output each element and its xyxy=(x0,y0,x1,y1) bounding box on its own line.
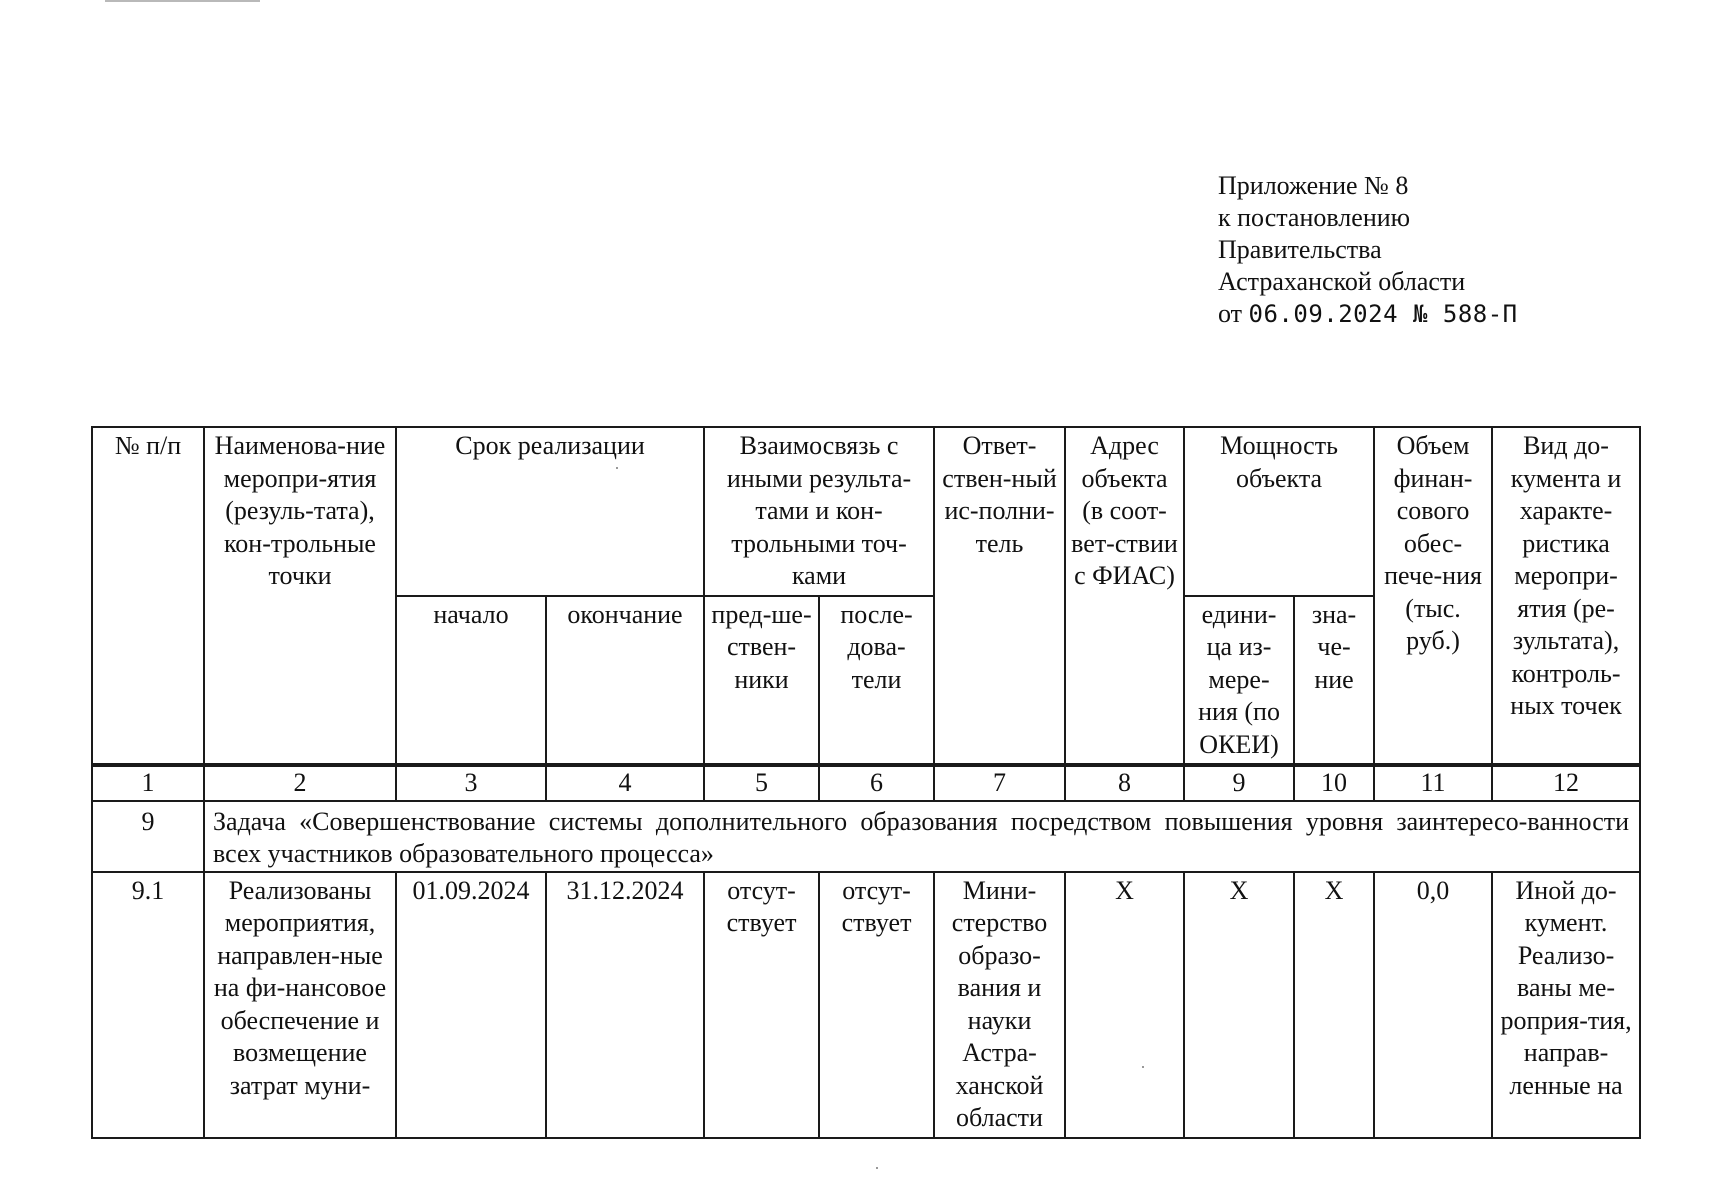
column-number: 8 xyxy=(1065,765,1184,801)
column-number: 2 xyxy=(204,765,396,801)
column-number: 10 xyxy=(1294,765,1374,801)
row-address: X xyxy=(1065,872,1184,1138)
row-capacity-unit: X xyxy=(1184,872,1294,1138)
appendix-date-stamp: 06.09.2024 № 588-П xyxy=(1248,300,1518,328)
header-responsible: Ответ-ствен-ный ис-полни-тель xyxy=(934,427,1065,765)
column-number: 9 xyxy=(1184,765,1294,801)
header-name: Наименова-ние меропри-ятия (резуль-тата), кон-трольные точки xyxy=(204,427,396,765)
row-end-date: 31.12.2024 xyxy=(546,872,704,1138)
column-number-row xyxy=(92,765,1640,801)
header-capacity-value: зна-че-ние xyxy=(1294,596,1374,766)
task-text: Задача «Совершенствование системы дополнительного образования посредством повышения уровня заинтересо-ванности всех участников образовательного процесса» xyxy=(204,801,1640,872)
column-number: 3 xyxy=(396,765,546,801)
row-start-date: 01.09.2024 xyxy=(396,872,546,1138)
header-doc-type: Вид до-кумента и характе-ристика меропри-ятия (ре-зультата), контроль-ных точек xyxy=(1492,427,1640,765)
appendix-line-2: к постановлению xyxy=(1218,203,1411,232)
row-predecessors: отсут-ствует xyxy=(704,872,819,1138)
row-doc-type: Иной до-кумент. Реализо-ваны ме-роприя-тия, направ-ленные на xyxy=(1492,872,1640,1138)
column-number: 6 xyxy=(819,765,934,801)
scan-speck xyxy=(876,1167,878,1169)
scan-speck xyxy=(1142,1066,1144,1068)
appendix-line-1: Приложение № 8 xyxy=(1218,171,1409,200)
row-capacity-value: X xyxy=(1294,872,1374,1138)
header-period-end: окончание xyxy=(546,596,704,766)
scan-artifact-line xyxy=(105,0,260,2)
row-successors: отсут-ствует xyxy=(819,872,934,1138)
column-number: 11 xyxy=(1374,765,1492,801)
appendix-block xyxy=(1218,170,1518,330)
appendix-line-4: Астраханской области xyxy=(1218,267,1466,296)
header-links-prev: пред-ше-ствен-ники xyxy=(704,596,819,766)
header-capacity: Мощность объекта xyxy=(1184,427,1374,596)
header-links: Взаимосвязь с иными результа-тами и кон-трольными точ-ками xyxy=(704,427,934,596)
task-row xyxy=(92,801,1640,872)
column-number: 5 xyxy=(704,765,819,801)
appendix-line-3: Правительства xyxy=(1218,235,1382,264)
header-period: Срок реализации xyxy=(396,427,704,596)
header-capacity-unit: едини-ца из-мере-ния (по ОКЕИ) xyxy=(1184,596,1294,766)
header-num: № п/п xyxy=(92,427,204,765)
header-period-start: начало xyxy=(396,596,546,766)
column-number: 4 xyxy=(546,765,704,801)
appendix-line-5 xyxy=(1218,298,1518,330)
row-num: 9.1 xyxy=(92,872,204,1138)
scan-speck xyxy=(616,467,618,469)
header-funding: Объем финан-сового обес-пече-ния (тыс. руб.) xyxy=(1374,427,1492,765)
row-funding: 0,0 xyxy=(1374,872,1492,1138)
column-number: 12 xyxy=(1492,765,1640,801)
row-name: Реализованы мероприятия, направлен-ные на фи-нансовое обеспечение и возмещение затрат муни- xyxy=(204,872,396,1138)
task-num: 9 xyxy=(92,801,204,872)
appendix-date-prefix: от xyxy=(1218,299,1249,328)
column-number: 7 xyxy=(934,765,1065,801)
row-responsible: Мини-стерство образо-вания и науки Астра-ханской области xyxy=(934,872,1065,1138)
table-row xyxy=(92,872,1640,1138)
header-links-next: после-дова-тели xyxy=(819,596,934,766)
header-address: Адрес объекта (в соот-вет-ствии с ФИАС) xyxy=(1065,427,1184,765)
measures-table xyxy=(91,426,1641,1139)
column-number: 1 xyxy=(92,765,204,801)
